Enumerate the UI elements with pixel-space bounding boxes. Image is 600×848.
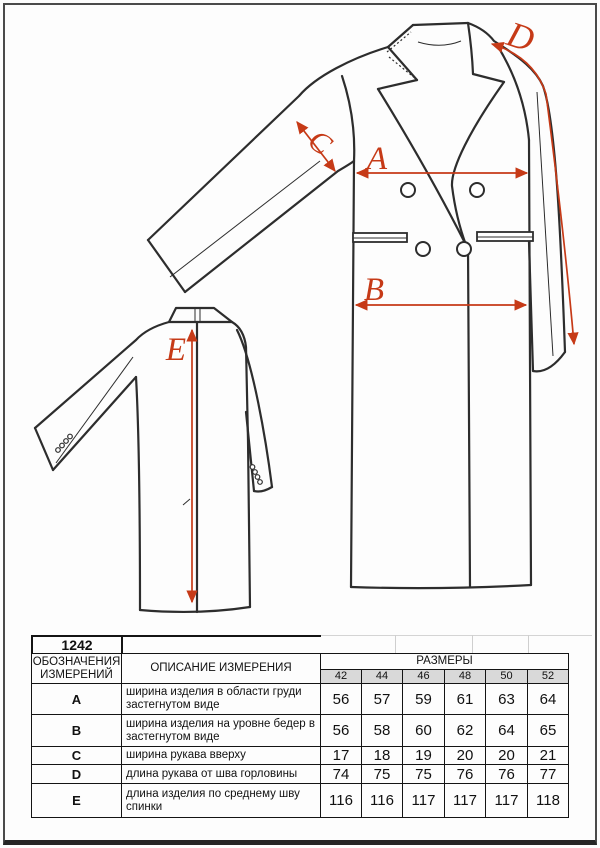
size-col-48: 48 <box>445 670 486 684</box>
table-header-row <box>32 654 569 670</box>
back-right-cuff-button-3 <box>255 475 260 480</box>
measurement-value: 59 <box>403 684 445 715</box>
left-lapel-edge <box>378 89 466 245</box>
table-row <box>32 784 569 818</box>
back-body-right-edge <box>232 322 250 607</box>
measurement-description: ширина рукава вверху <box>122 747 321 765</box>
table-row <box>32 765 569 784</box>
size-col-44: 44 <box>362 670 403 684</box>
measurement-value: 20 <box>445 747 486 765</box>
measurement-value: 117 <box>403 784 445 818</box>
measurement-description: длина изделия по среднему шву спинки <box>122 784 321 818</box>
back-right-cuff-button-2 <box>253 470 258 475</box>
measurement-value: 58 <box>362 715 403 747</box>
measurement-value: 64 <box>486 715 528 747</box>
measurement-value: 76 <box>445 765 486 784</box>
measurement-value: 75 <box>403 765 445 784</box>
measurement-value: 63 <box>486 684 528 715</box>
measure-label-a: A <box>366 141 388 177</box>
coat-back-drawing <box>35 308 272 612</box>
measurement-description: длина рукава от шва горловины <box>122 765 321 784</box>
measurement-letter: D <box>32 765 122 784</box>
table-row <box>32 747 569 765</box>
measurement-value: 19 <box>403 747 445 765</box>
back-neck-seam-line <box>418 41 461 45</box>
collar-left-bottom-line <box>388 47 417 80</box>
grid-artifact-line <box>472 635 473 653</box>
measurement-value: 117 <box>445 784 486 818</box>
front-button-3 <box>416 242 430 256</box>
size-col-46: 46 <box>403 670 445 684</box>
collar-stitch-dash-1 <box>387 32 411 52</box>
back-left-cuff-button-4 <box>68 434 73 439</box>
measurement-value: 116 <box>321 784 362 818</box>
back-hem-line <box>140 607 250 612</box>
size-col-52: 52 <box>528 670 569 684</box>
back-left-cuff-button-2 <box>60 443 65 448</box>
front-left-armhole-line <box>342 76 354 161</box>
measurement-letter: C <box>32 747 122 765</box>
measurement-arrows <box>165 13 574 602</box>
measurement-value: 57 <box>362 684 403 715</box>
size-col-50: 50 <box>486 670 528 684</box>
size-col-42: 42 <box>321 670 362 684</box>
front-left-cuff-line <box>148 240 185 292</box>
designation-header <box>32 654 122 684</box>
measurement-value: 76 <box>486 765 528 784</box>
measurement-value: 75 <box>362 765 403 784</box>
article-number: 1242 <box>33 637 123 653</box>
front-left-sleeve-top-line <box>148 47 388 240</box>
grid-artifact-line <box>321 635 592 636</box>
measurement-value: 20 <box>486 747 528 765</box>
front-body-right-edge <box>529 140 531 585</box>
front-body-left-edge <box>351 161 354 587</box>
front-left-sleeve-seam <box>170 161 320 277</box>
measurement-value: 65 <box>528 715 569 747</box>
measure-label-d: D <box>502 13 540 60</box>
measurement-value: 18 <box>362 747 403 765</box>
front-hem-line <box>351 585 531 588</box>
back-left-sleeve-seam <box>56 357 133 463</box>
designation-header-line1: ОБОЗНАЧЕНИЯ <box>32 655 121 668</box>
grid-artifact-line <box>395 635 396 653</box>
measurement-value: 61 <box>445 684 486 715</box>
back-right-sleeve-outer-line <box>237 330 272 487</box>
measurement-value: 21 <box>528 747 569 765</box>
collar-left-line <box>388 25 413 47</box>
sizes-title: РАЗМЕРЫ <box>321 654 569 670</box>
measurement-value: 74 <box>321 765 362 784</box>
front-button-2 <box>470 183 484 197</box>
article-row <box>31 635 321 653</box>
front-right-cuff-line <box>533 352 565 371</box>
left-gorge-line <box>378 80 417 89</box>
back-right-cuff-button-4 <box>258 480 263 485</box>
grid-artifact-line <box>528 635 529 653</box>
back-left-cuff-button-1 <box>56 448 61 453</box>
measurement-value: 116 <box>362 784 403 818</box>
measurement-description: ширина изделия в области груди застегнутом виде <box>122 684 321 715</box>
right-gorge-line <box>473 74 504 82</box>
table-row <box>32 684 569 715</box>
collar-right-line <box>468 23 473 74</box>
measurement-value: 117 <box>486 784 528 818</box>
back-body-left-edge <box>136 377 140 610</box>
measure-label-e: E <box>165 332 187 368</box>
front-button-4 <box>457 242 471 256</box>
measurement-description: ширина изделия на уровне бедер в застегнутом виде <box>122 715 321 747</box>
measurement-value: 64 <box>528 684 569 715</box>
front-button-1 <box>401 183 415 197</box>
back-left-sleeve-under-line <box>53 377 136 470</box>
measurement-letter: E <box>32 784 122 818</box>
front-right-sleeve-front-line <box>497 45 529 140</box>
front-overlap-edge <box>468 247 470 587</box>
measurement-value: 56 <box>321 684 362 715</box>
designation-header-line2: ИЗМЕРЕНИЙ <box>40 668 113 681</box>
measurement-table <box>31 653 569 818</box>
measure-label-c: C <box>301 123 338 162</box>
description-header: ОПИСАНИЕ ИЗМЕРЕНИЯ <box>122 654 321 684</box>
measurement-value: 56 <box>321 715 362 747</box>
right-lapel-edge <box>452 82 504 245</box>
measurement-value: 17 <box>321 747 362 765</box>
back-vent-mark <box>183 499 190 505</box>
measurement-value: 118 <box>528 784 569 818</box>
back-right-cuff-button-1 <box>250 465 255 470</box>
measure-label-b: B <box>363 272 385 308</box>
back-left-cuff-line <box>35 428 53 470</box>
measurement-letter: A <box>32 684 122 715</box>
measurement-value: 62 <box>445 715 486 747</box>
back-left-cuff-button-3 <box>64 439 69 444</box>
back-right-cuff-line <box>254 487 272 492</box>
measure-arrow-d <box>492 44 574 344</box>
collar-top-line <box>413 23 468 25</box>
table-row <box>32 715 569 747</box>
measurement-value: 77 <box>528 765 569 784</box>
back-left-sleeve-top-line <box>35 322 169 428</box>
measurement-letter: B <box>32 715 122 747</box>
measurement-value: 60 <box>403 715 445 747</box>
